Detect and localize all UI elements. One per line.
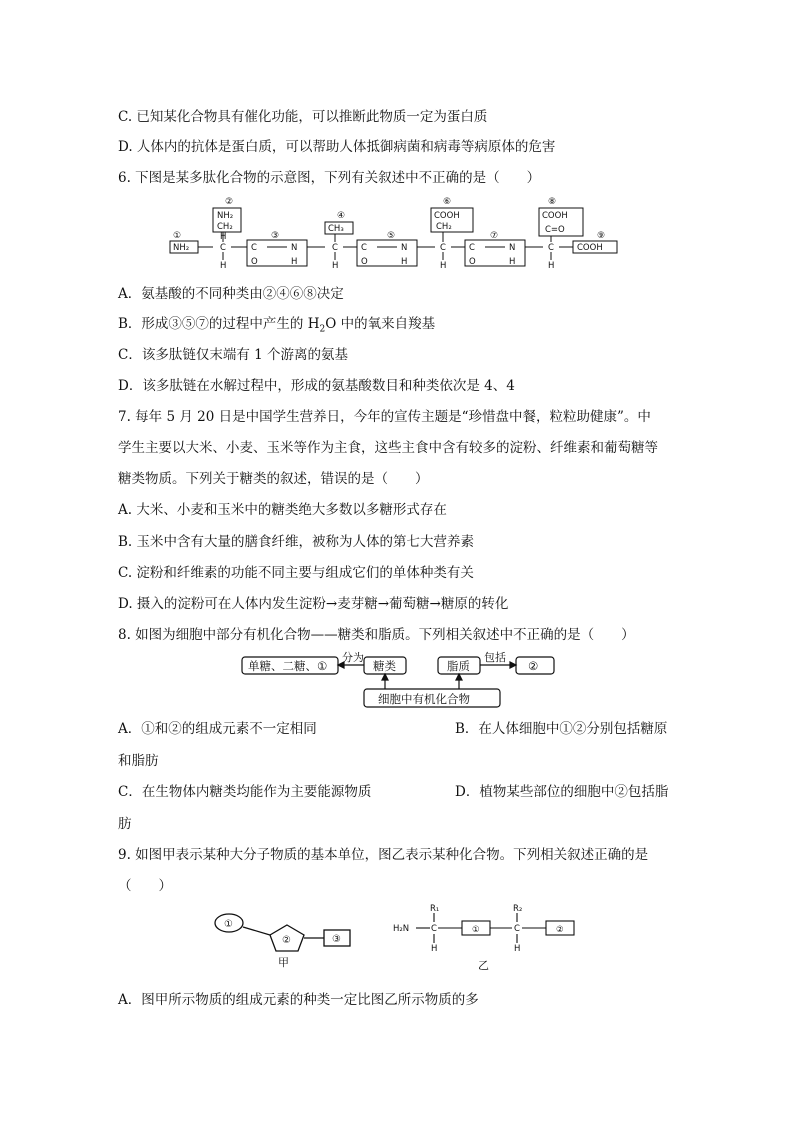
arrow-label-divided: 分为 [342,651,364,664]
sugar-box-text: 糖类 [373,659,396,673]
option-b-q7: B. 玉米中含有大量的膳食纤维，被称为人体的第七大营养素 [118,534,475,550]
svg-text:O: O [469,257,476,267]
option-c-q5: C. 已知某化合物具有催化功能，可以推断此物质一定为蛋白质 [118,109,488,125]
question-8: 8. 如图为细胞中部分有机化合物——糖类和脂质。下列相关叙述中不正确的是（ ） [118,627,635,643]
question-7-line-1: 7. 每年 5 月 20 日是中国学生营养日，今年的宣传主题是“珍惜盘中餐，粒粒助健康”。中 [118,409,651,425]
option-c-q7: C. 淀粉和纤维素的功能不同主要与组成它们的单体种类有关 [118,565,474,581]
svg-text:H: H [431,944,438,954]
option-c-q8: C．在生物体内糖类均能作为主要能源物质 [118,784,372,800]
svg-text:N: N [291,243,298,253]
sugar-lipid-figure [240,651,560,709]
svg-text:H: H [332,261,339,271]
svg-text:C: C [431,924,437,934]
svg-text:H: H [291,257,298,267]
svg-text:C: C [548,243,554,253]
option-a-q8: A．①和②的组成元素不一定相同 [118,721,317,737]
option-b-q8: B．在人体细胞中①②分别包括糖原 [455,721,668,737]
svg-text:C: C [514,924,520,934]
question-9-line-1: 9. 如图甲表示某种大分子物质的基本单位，图乙表示某种化合物。下列相关叙述正确的是 [118,847,649,863]
option-d-q8: D．植物某些部位的细胞中②包括脂 [455,784,669,800]
label-5: ⑤ [387,231,396,241]
svg-text:C: C [220,243,226,253]
label-9: ⑨ [597,231,606,241]
lipid-box-text: 脂质 [447,659,470,673]
circle-2-box-text: ② [528,659,539,673]
svg-text:C=O: C=O [545,225,565,235]
label-8: ⑧ [548,197,557,207]
monosaccharide-box-text: 单糖、二糖、① [248,659,328,673]
label-6: ⑥ [443,197,452,207]
svg-text:H: H [440,261,447,271]
svg-text:C: C [332,243,338,253]
r1-text: R₁ [430,904,440,914]
option-d-q7: D. 摄入的淀粉可在人体内发生淀粉→麦芽糖→葡萄糖→糖原的转化 [118,596,509,612]
ch2-r-text: CH₂ [217,222,233,232]
label-4: ④ [337,211,346,221]
option-b-q8-cont: 和脂肪 [118,753,159,769]
question-9-line-2: （ ） [118,878,172,894]
dipeptide-figure-yi [390,903,610,973]
caption-jia: 甲 [278,956,289,969]
organic-compound-box-text: 细胞中有机化合物 [378,692,470,706]
option-d-q8-cont: 肪 [118,816,132,832]
svg-text:H: H [509,257,516,267]
svg-text:H: H [401,257,408,267]
option-d-q6: D．该多肽链在水解过程中，形成的氨基酸数目和种类依次是 4、4 [118,378,515,394]
phosphate-label: ① [224,919,233,930]
label-7: ⑦ [490,231,499,241]
nh2-r-text: NH₂ [217,211,234,221]
svg-text:CH₂: CH₂ [436,222,452,232]
svg-text:H: H [220,261,227,271]
box-2-text: ② [556,925,564,935]
question-6: 6. 下图是某多肽化合物的示意图，下列有关叙述中不正确的是（ ） [118,170,541,186]
svg-text:C: C [251,243,257,253]
label-3: ③ [271,231,280,241]
svg-text:H: H [220,232,227,242]
svg-text:C: C [469,243,475,253]
svg-text:C: C [361,243,367,253]
option-c-q6: C．该多肽链仅末端有 1 个游离的氨基 [118,347,349,363]
arrow-label-includes: 包括 [484,651,506,664]
svg-text:H: H [514,944,521,954]
svg-text:COOH: COOH [542,211,568,221]
nh2-text: NH₂ [173,243,190,253]
svg-text:H: H [548,261,555,271]
box-1-text: ① [472,925,480,935]
h2n-text: H₂N [393,924,410,934]
option-a-q7: A. 大米、小麦和玉米中的糖类绝大多数以多糖形式存在 [118,502,447,518]
svg-text:N: N [401,243,408,253]
option-d-q5: D. 人体内的抗体是蛋白质，可以帮助人体抵御病菌和病毒等病原体的危害 [118,139,556,155]
cooh-end-text: COOH [577,243,603,253]
base-label: ③ [332,934,341,945]
svg-text:C: C [440,243,446,253]
ch3-text: CH₃ [328,224,344,234]
option-a-q6: A．氨基酸的不同种类由②④⑥⑧决定 [118,286,344,302]
nucleotide-figure-jia [212,905,362,970]
option-a-q9: A．图甲所示物质的组成元素的种类一定比图乙所示物质的多 [118,992,479,1008]
svg-text:O: O [361,257,368,267]
label-2: ② [225,197,234,207]
label-1: ① [173,231,182,241]
option-b-q6: B．形成③⑤⑦的过程中产生的 $H_2O$ 中的氧来自羧基 [118,316,436,335]
polypeptide-figure [165,194,625,274]
cooh-r-text: COOH [434,211,460,221]
svg-text:N: N [509,243,516,253]
question-7-line-3: 糖类物质。下列关于糖类的叙述，错误的是（ ） [118,471,429,487]
r2-text: R₂ [513,904,523,914]
svg-text:O: O [251,257,258,267]
question-7-line-2: 学生主要以大米、小麦、玉米等作为主食，这些主食中含有较多的淀粉、纤维素和葡萄糖等 [118,440,658,456]
sugar-label: ② [282,935,291,946]
caption-yi: 乙 [478,959,489,972]
